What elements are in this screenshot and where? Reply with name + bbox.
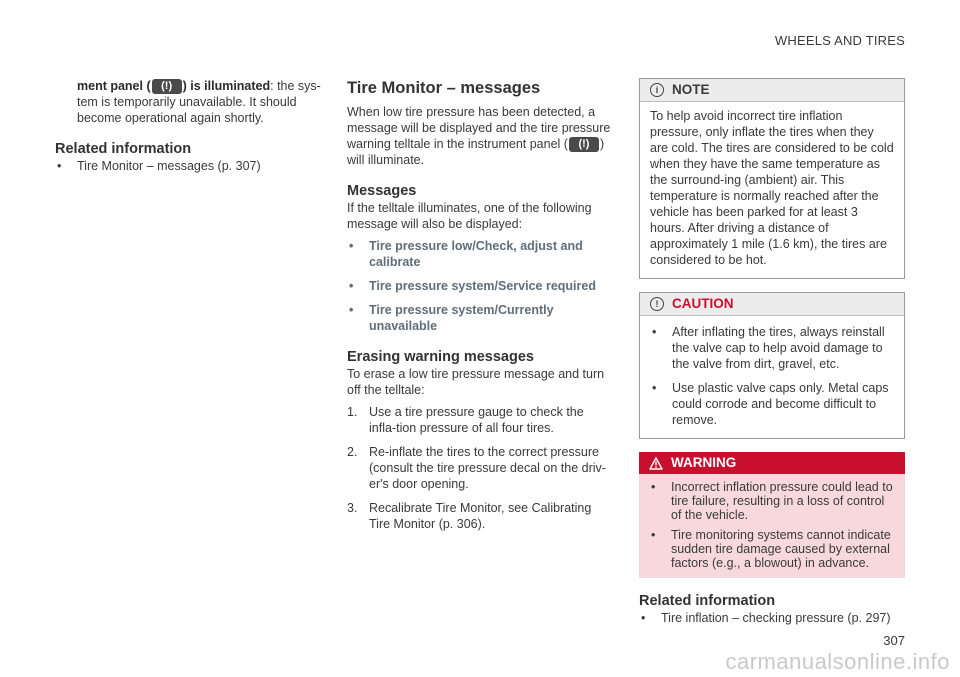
messages-heading: Messages bbox=[347, 183, 417, 200]
related-link[interactable]: • Tire Monitor – messages (p. 307) bbox=[57, 159, 261, 174]
caution-list bbox=[650, 324, 894, 428]
warning-title: WARNING bbox=[671, 455, 737, 470]
messages-list bbox=[347, 238, 612, 334]
message-item: • Tire pressure system/Service required bbox=[349, 279, 596, 294]
messages-intro: If the telltale illuminates, one of the following message will also be displayed: bbox=[347, 201, 592, 232]
column-left bbox=[55, 78, 323, 174]
column-right bbox=[639, 78, 905, 626]
step-item: 2. Re-inflate the tires to the correct pressure (consult the tire pressure decal on the driv-er's door opening. bbox=[347, 445, 606, 492]
note-body: To help avoid incorrect tire inflation pressure, only inflate the tires when they are cold. The tires are considered to be cold when they have the same temperature as the surround-ing (ambient) air. This temperature is normally reached after the vehicle has been parked for at least 3 hours. After driving a distance of approximately 1 mile (1.6 km), the tires are considered to be hot. bbox=[650, 109, 894, 267]
caution-item: • Use plastic valve caps only. Metal caps could corrode and become difficult to remove. bbox=[652, 381, 889, 427]
continued-paragraph: ment panel ( (!) ) is illuminated: the sys-tem is temporarily unavailable. It should become operational again shortly. bbox=[77, 79, 321, 126]
erasing-intro: To erase a low tire pressure message and turn off the telltale: bbox=[347, 367, 605, 398]
note-header bbox=[640, 79, 904, 102]
caution-header bbox=[640, 293, 904, 316]
section-header: WHEELS AND TIRES bbox=[774, 33, 905, 48]
note-box bbox=[639, 78, 905, 279]
exclamation-circle-icon: ! bbox=[650, 297, 664, 311]
step-item: 1. Use a tire pressure gauge to check the infla-tion pressure of all four tires. bbox=[347, 405, 584, 436]
warning-item: • Incorrect inflation pressure could lead to tire failure, resulting in a loss of control of the vehicle. bbox=[651, 480, 893, 522]
section-title: Tire Monitor – messages bbox=[347, 79, 541, 97]
warning-triangle-icon bbox=[649, 457, 663, 470]
related-link[interactable]: • Tire inflation – checking pressure (p. 297) bbox=[641, 611, 891, 625]
steps-list bbox=[347, 404, 612, 532]
tire-pressure-telltale-icon: (!) bbox=[569, 137, 599, 152]
intro-paragraph: When low tire pressure has been detected, a message will be displayed and the tire pressure warning telltale in the instrument panel ( (!) ) will illuminate. bbox=[347, 105, 611, 168]
message-item: • Tire pressure low/Check, adjust and calibrate bbox=[349, 239, 583, 270]
info-circle-icon: i bbox=[650, 83, 664, 97]
related-list bbox=[639, 610, 905, 626]
warning-header bbox=[639, 452, 905, 474]
caution-item: • After inflating the tires, always reinstall the valve cap to help avoid damage to the valve from dirt, gravel, etc. bbox=[652, 325, 885, 371]
page-number: 307 bbox=[883, 633, 905, 648]
related-list bbox=[55, 158, 323, 174]
erasing-heading: Erasing warning messages bbox=[347, 349, 534, 366]
warning-box bbox=[639, 452, 905, 578]
column-middle bbox=[347, 78, 612, 540]
warning-item: • Tire monitoring systems cannot indicate sudden tire damage caused by external factors (e.g., a blowout) in advance. bbox=[651, 528, 891, 570]
note-title: NOTE bbox=[672, 82, 710, 97]
warning-body bbox=[639, 474, 905, 578]
tire-pressure-telltale-icon: (!) bbox=[152, 79, 182, 94]
step-item[interactable]: 3. Recalibrate Tire Monitor, see Calibrating Tire Monitor (p. 306). bbox=[347, 501, 592, 532]
caution-box bbox=[639, 292, 905, 439]
related-information-heading: Related information bbox=[55, 141, 192, 158]
message-item: • Tire pressure system/Currently unavailable bbox=[349, 303, 554, 334]
warning-list bbox=[649, 480, 895, 570]
related-information-heading: Related information bbox=[639, 593, 776, 609]
caution-title: CAUTION bbox=[672, 296, 734, 311]
watermark-footer: carmanualsonline.info bbox=[725, 649, 950, 674]
